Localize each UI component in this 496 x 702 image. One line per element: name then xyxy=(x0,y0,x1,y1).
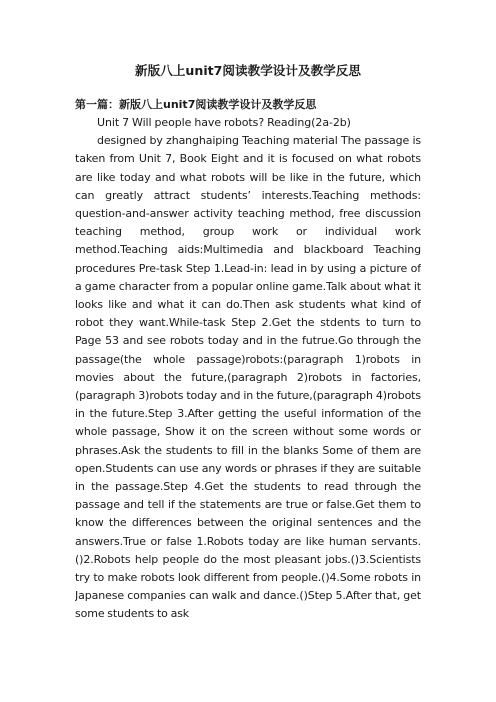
body-paragraph: designed by zhanghaiping Teaching material The passage is taken from Unit 7, Book Eight and it is focused on what robots are like today and what robots will be like in the future, which can greatly attract students’ interests.Teaching methods: question-and-answer activity teaching method, free discussion teaching method, group work or individual work method.Teaching aids:Multimedia and blackboard Teaching procedures Pre-task Step 1.Lead-in: lead in by using a picture of a game character from a popular online game.Talk about what it looks like and what it can do.Then ask students what kind of robot they want.While-task Step 2.Get the stdents to turn to Page 53 and see robots today and in the futrue.Go through the passage(the whole passage)robots:(paragraph 1)robots in movies about the future,(paragraph 2)robots in factories,(paragraph 3)robots today and in the future,(paragraph 4)robots in the future.Step 3.After getting the useful information of the whole passage, Show it on the screen without some words or phrases.Ask the students to fill in the blanks Some of them are open.Students can use any words or phrases if they are suitable in the passage.Step 4.Get the students to read through the passage and tell if the statements are true or false.Get them to know the differences between the original sentences and the answers.True or false 1.Robots today are like human servants.()2.Robots help people do the most pleasant jobs.()3.Scientists try to make robots look different from people.()4.Some robots in Japanese companies can walk and dance.()Step 5.After that, get some students to ask xyxy=(75,134,421,621)
lesson-subtitle: Unit 7 Will people have robots? Reading(2a-2b) xyxy=(97,116,351,129)
section-heading: 第一篇：新版八上unit7阅读教学设计及教学反思 xyxy=(75,98,317,111)
document-title: 新版八上unit7阅读教学设计及教学反思 xyxy=(135,63,361,78)
